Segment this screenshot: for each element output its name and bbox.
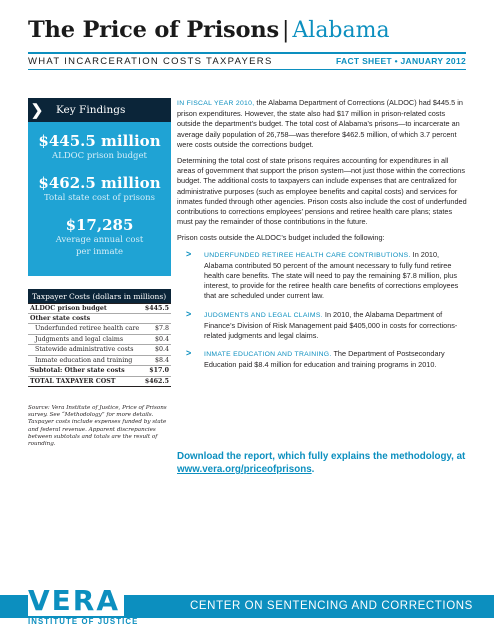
report-link[interactable]: www.vera.org/priceofprisons <box>177 464 312 475</box>
key-findings-header <box>28 98 171 122</box>
list-item-text: The Department of Postsecondary Education paid $8.4 million for education and training programs in 2010. <box>204 349 445 370</box>
table-cell-value: $8.4 <box>154 356 169 364</box>
footer-center-name: CENTER ON SENTENCING AND CORRECTIONS <box>190 600 473 612</box>
table-cell-value: $0.4 <box>154 335 169 343</box>
chevron-right-icon: > <box>186 248 192 259</box>
table-row <box>28 335 171 346</box>
main-text <box>177 98 467 379</box>
table-row <box>28 314 171 325</box>
paragraph-lead: IN FISCAL YEAR 2010, <box>177 100 255 107</box>
stat-label: Average annual cost per inmate <box>55 235 144 257</box>
table-cell-label: ALDOC prison budget <box>30 305 107 312</box>
download-text: Download the report, which fully explains the methodology, at <box>177 451 466 462</box>
stat-label: Total state cost of prisons <box>44 193 155 203</box>
table-row <box>28 345 171 356</box>
taxpayer-costs-table <box>28 289 171 387</box>
chevron-right-icon: > <box>186 348 192 359</box>
page-title: The Price of Prisons <box>28 17 279 43</box>
stat-value: $17,285 <box>65 216 134 234</box>
table-cell-value: $7.8 <box>154 325 169 332</box>
vera-logo-subtitle: INSTITUTE OF JUSTICE <box>28 617 139 626</box>
table-cell-label: Judgments and legal claims <box>35 335 124 343</box>
table-title: Taxpayer Costs (dollars in millions) <box>28 289 171 303</box>
table-row <box>28 366 171 377</box>
list-item <box>177 349 467 370</box>
table-cell-value: $462.5 <box>144 377 169 385</box>
fact-sheet-date: FACT SHEET • JANUARY 2012 <box>336 56 466 66</box>
key-findings-box <box>28 98 171 276</box>
list-item-text: In 2010, the Alabama Department of Finance’s Division of Risk Management paid $405,000 in costs for corrections-related judgments and legal claims. <box>204 309 458 341</box>
header-rule-bottom <box>28 69 466 70</box>
table-cell-value: $17.0 <box>149 367 169 374</box>
list-item-text: In 2010, Alabama contributed 50 percent of the amount necessary to fully fund retiree health care benefits. The state will need to pay the remaining $7.8 million, plus interest, to provide for the retiree health care benefits of corrections employees that are scheduled under current law. <box>204 249 459 301</box>
stat-cost-per-inmate <box>28 216 171 258</box>
table-cell-label: Inmate education and training <box>35 356 133 364</box>
key-findings-title: Key Findings <box>56 104 126 116</box>
table-cell-label: Other state costs <box>30 314 91 322</box>
table-cell-label: TOTAL TAXPAYER COST <box>30 377 116 385</box>
list-item-lead: UNDERFUNDED RETIREE HEALTH CARE CONTRIBUTIONS. <box>204 251 411 259</box>
page-title-row <box>28 17 390 43</box>
paragraph-list-intro: Prison costs outside the ALDOC’s budget included the following: <box>177 233 385 243</box>
stat-prison-budget <box>28 132 171 162</box>
table-cell-label: Underfunded retiree health care <box>35 325 140 332</box>
table-row <box>28 377 171 388</box>
chevron-right-icon: ❯ <box>30 102 44 119</box>
paragraph-text: the Alabama Department of Corrections (ALDOC) had $445.5 in prison expenditures. However, the state also had $17 million in prison-related costs outside the department’s budget. The total cost of Alabama’s prisons—to incarcerate an average daily population of 26,758—was therefore $462.5 million, of which 3.7 percent were costs outside the corrections budget. <box>177 98 463 149</box>
title-state: Alabama <box>292 18 390 43</box>
cost-bullet-list <box>177 250 467 371</box>
table-row <box>28 324 171 335</box>
list-item-lead: INMATE EDUCATION AND TRAINING. <box>204 351 332 359</box>
header-rule-top <box>28 52 466 54</box>
list-item-lead: JUDGMENTS AND LEGAL CLAIMS. <box>204 311 323 319</box>
table-source-note: Source: Vera Institute of Justice, Price of Prisons survey. See “Methodology” for more details. Taxpayer costs include expenses funded by state and federal revenue. Apparent discrepancies between subtotals and totals are the result of rounding. <box>28 405 167 448</box>
download-end: . <box>311 464 315 475</box>
list-item <box>177 250 467 302</box>
table-row <box>28 356 171 367</box>
table-row <box>28 303 171 314</box>
stat-value: $445.5 million <box>38 132 161 150</box>
vera-logo: VERA <box>28 586 124 616</box>
paragraph-method: Determining the total cost of state prisons requires accounting for expenditures in all areas of government that support the prison system—not just those within the corrections budget. The additional costs to taxpayers can include expenses that are centralized for administrative purposes (such as employee benefits and capital costs) and services for inmates funded through other agencies. Prison costs also include the cost of underfunded contributions to corrections employees’ pensions and retiree health care plans; states must pay the remainder of those contributions in the future. <box>177 156 467 227</box>
stat-total-cost <box>28 174 171 204</box>
title-separator: | <box>281 18 290 43</box>
paragraph-intro <box>177 98 467 150</box>
list-item <box>177 310 467 342</box>
table-body <box>28 303 171 387</box>
download-note <box>177 450 467 476</box>
page-subtitle: WHAT INCARCERATION COSTS TAXPAYERS <box>28 56 273 67</box>
chevron-right-icon: > <box>186 308 192 319</box>
table-cell-label: Subtotal: Other state costs <box>30 367 125 374</box>
stat-label: ALDOC prison budget <box>52 151 147 161</box>
stat-value: $462.5 million <box>38 174 161 192</box>
table-cell-value: $445.5 <box>144 305 169 312</box>
table-cell-label: Statewide administrative costs <box>35 346 134 353</box>
table-cell-value: $0.4 <box>154 346 169 353</box>
